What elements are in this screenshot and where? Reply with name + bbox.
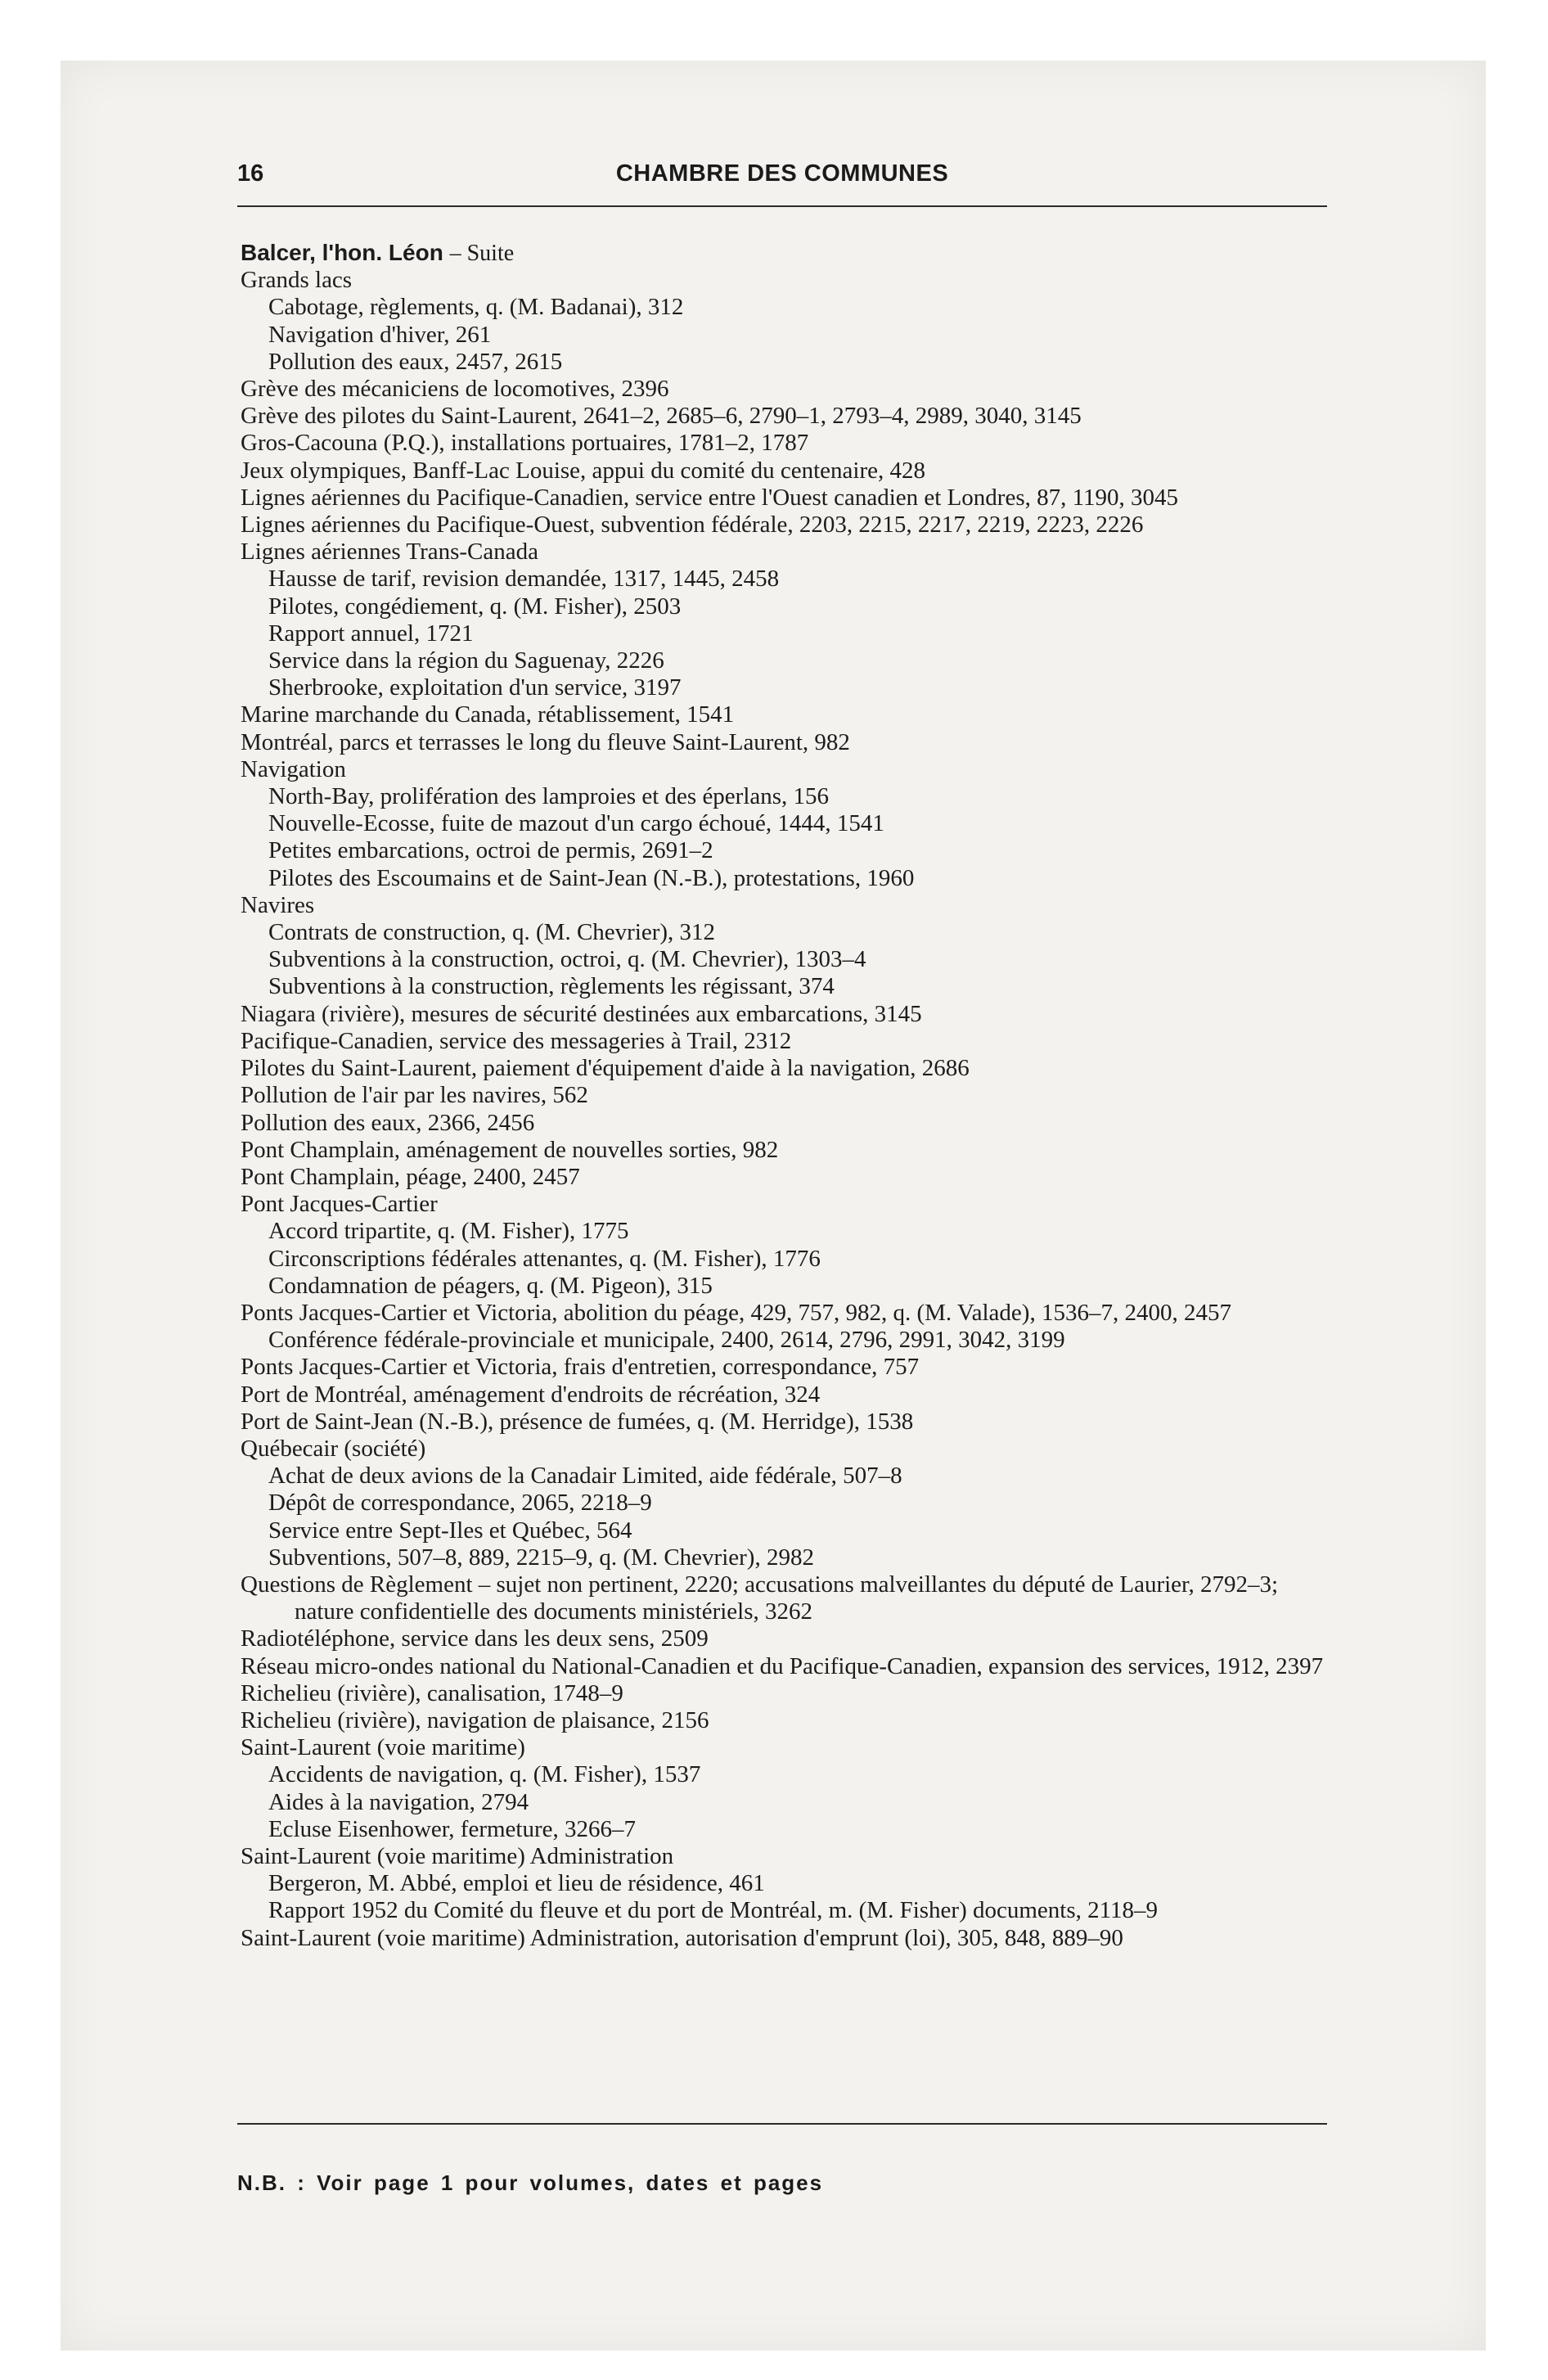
index-entry: Questions de Règlement – sujet non pertinent, 2220; accusations malveillantes du député de Laurier, 2792–3; nature confidentielle des documents ministériels, 3262 (241, 1571, 1279, 1625)
index-entry: Pont Champlain, aménagement de nouvelles sorties, 982 (241, 1136, 779, 1163)
index-entry: Pollution des eaux, 2366, 2456 (241, 1109, 535, 1136)
index-subentry: Contrats de construction, q. (M. Chevrier), 312 (268, 919, 716, 946)
heading-continuation: – Suite (449, 241, 515, 266)
index-entry: Lignes aériennes Trans-Canada (241, 539, 539, 566)
index-entry: Marine marchande du Canada, rétablissement, 1541 (241, 701, 735, 728)
index-entry: Saint-Laurent (voie maritime) Administration, autorisation d'emprunt (loi), 305, 848, 889–90 (241, 1924, 1123, 1951)
index-entry: Gros-Cacouna (P.Q.), installations portuaires, 1781–2, 1787 (241, 430, 809, 457)
index-subentry: Aides à la navigation, 2794 (268, 1788, 529, 1815)
running-title: CHAMBRE DES COMMUNES (615, 160, 949, 187)
index-entry: Navigation (241, 755, 346, 782)
index-entry: Lignes aériennes du Pacifique-Ouest, subvention fédérale, 2203, 2215, 2217, 2219, 2223, 2226 (241, 512, 1144, 539)
index-entry: Richelieu (rivière), navigation de plaisance, 2156 (241, 1706, 709, 1733)
index-subentry: Accord tripartite, q. (M. Fisher), 1775 (268, 1218, 629, 1245)
index-subentry: Petites embarcations, octroi de permis, 2691–2 (268, 837, 713, 864)
index-entry: Québecair (société) (241, 1435, 426, 1462)
index-subentry: Circonscriptions fédérales attenantes, q. (M. Fisher), 1776 (268, 1245, 821, 1272)
index-column (241, 239, 1329, 1952)
index-subentry: Pilotes des Escoumains et de Saint-Jean (N.-B.), protestations, 1960 (268, 864, 915, 891)
index-entry: Ponts Jacques-Cartier et Victoria, abolition du péage, 429, 757, 982, q. (M. Valade), 1536–7, 2400, 2457 (241, 1299, 1231, 1326)
index-entry: Richelieu (rivière), canalisation, 1748–9 (241, 1679, 623, 1706)
index-subentry: Conférence fédérale-provinciale et municipale, 2400, 2614, 2796, 2991, 3042, 3199 (268, 1327, 1065, 1354)
index-subentry: Hausse de tarif, revision demandée, 1317, 1445, 2458 (268, 566, 780, 593)
index-entry: Grève des mécaniciens de locomotives, 2396 (241, 376, 669, 403)
index-entry: Radiotéléphone, service dans les deux sens, 2509 (241, 1625, 709, 1652)
index-subentry: Bergeron, M. Abbé, emploi et lieu de résidence, 461 (268, 1870, 765, 1897)
index-subentry: Subventions à la construction, octroi, q. (M. Chevrier), 1303–4 (268, 946, 866, 973)
index-entry: Ponts Jacques-Cartier et Victoria, frais d'entretien, correspondance, 757 (241, 1354, 920, 1381)
index-subentry: Subventions, 507–8, 889, 2215–9, q. (M. Chevrier), 2982 (268, 1544, 814, 1571)
index-entry: Montréal, parcs et terrasses le long du fleuve Saint-Laurent, 982 (241, 728, 850, 755)
index-entry: Pont Jacques-Cartier (241, 1191, 438, 1218)
header-rule (237, 205, 1327, 207)
footer-note: N.B. : Voir page 1 pour volumes, dates et pages (237, 2170, 824, 2195)
index-subentry: North-Bay, prolifération des lamproies et des éperlans, 156 (268, 783, 830, 810)
index-subentry: Pilotes, congédiement, q. (M. Fisher), 2503 (268, 593, 682, 620)
index-subentry: Rapport 1952 du Comité du fleuve et du port de Montréal, m. (M. Fisher) documents, 2118–9 (268, 1897, 1159, 1924)
index-entries (241, 267, 1329, 1952)
index-entry: Pacifique-Canadien, service des messageries à Trail, 2312 (241, 1027, 792, 1054)
index-entry: Grève des pilotes du Saint-Laurent, 2641–2, 2685–6, 2790–1, 2793–4, 2989, 3040, 3145 (241, 403, 1082, 430)
index-subentry: Rapport annuel, 1721 (268, 620, 474, 647)
index-entry: Jeux olympiques, Banff-Lac Louise, appui du comité du centenaire, 428 (241, 457, 926, 484)
heading-name: Balcer, l'hon. Léon (241, 240, 443, 265)
index-subentry: Service entre Sept-Iles et Québec, 564 (268, 1517, 632, 1544)
index-entry: Saint-Laurent (voie maritime) Administration (241, 1842, 674, 1869)
footer-rule (237, 2123, 1327, 2125)
index-subentry: Nouvelle-Ecosse, fuite de mazout d'un cargo échoué, 1444, 1541 (268, 810, 884, 837)
index-entry: Pilotes du Saint-Laurent, paiement d'équipement d'aide à la navigation, 2686 (241, 1055, 970, 1082)
page-number: 16 (237, 160, 264, 187)
index-entry: Port de Montréal, aménagement d'endroits de récréation, 324 (241, 1381, 821, 1408)
index-entry: Grands lacs (241, 267, 353, 294)
index-subentry: Cabotage, règlements, q. (M. Badanai), 312 (268, 294, 684, 321)
index-entry: Port de Saint-Jean (N.-B.), présence de fumées, q. (M. Herridge), 1538 (241, 1408, 914, 1435)
index-entry: Lignes aériennes du Pacifique-Canadien, service entre l'Ouest canadien et Londres, 87, 1190, 3045 (241, 484, 1179, 511)
index-heading (241, 239, 1329, 267)
index-entry: Saint-Laurent (voie maritime) (241, 1734, 525, 1761)
index-subentry: Sherbrooke, exploitation d'un service, 3197 (268, 674, 682, 701)
index-subentry: Pollution des eaux, 2457, 2615 (268, 348, 563, 375)
index-entry: Réseau micro-ondes national du National-Canadien et du Pacifique-Canadien, expansion des services, 1912, 2397 (241, 1652, 1324, 1679)
page-header (237, 160, 1327, 195)
index-subentry: Accidents de navigation, q. (M. Fisher), 1537 (268, 1761, 701, 1788)
index-subentry: Subventions à la construction, règlements les régissant, 374 (268, 973, 835, 1000)
index-subentry: Condamnation de péagers, q. (M. Pigeon), 315 (268, 1272, 713, 1299)
index-subentry: Ecluse Eisenhower, fermeture, 3266–7 (268, 1815, 636, 1842)
index-entry: Niagara (rivière), mesures de sécurité destinées aux embarcations, 3145 (241, 1000, 922, 1027)
index-entry: Navires (241, 891, 315, 918)
index-subentry: Service dans la région du Saguenay, 2226 (268, 647, 664, 674)
index-subentry: Dépôt de correspondance, 2065, 2218–9 (268, 1490, 652, 1517)
index-subentry: Achat de deux avions de la Canadair Limited, aide fédérale, 507–8 (268, 1463, 902, 1490)
index-entry: Pollution de l'air par les navires, 562 (241, 1082, 588, 1109)
index-entry: Pont Champlain, péage, 2400, 2457 (241, 1163, 580, 1190)
index-subentry: Navigation d'hiver, 261 (268, 321, 492, 348)
